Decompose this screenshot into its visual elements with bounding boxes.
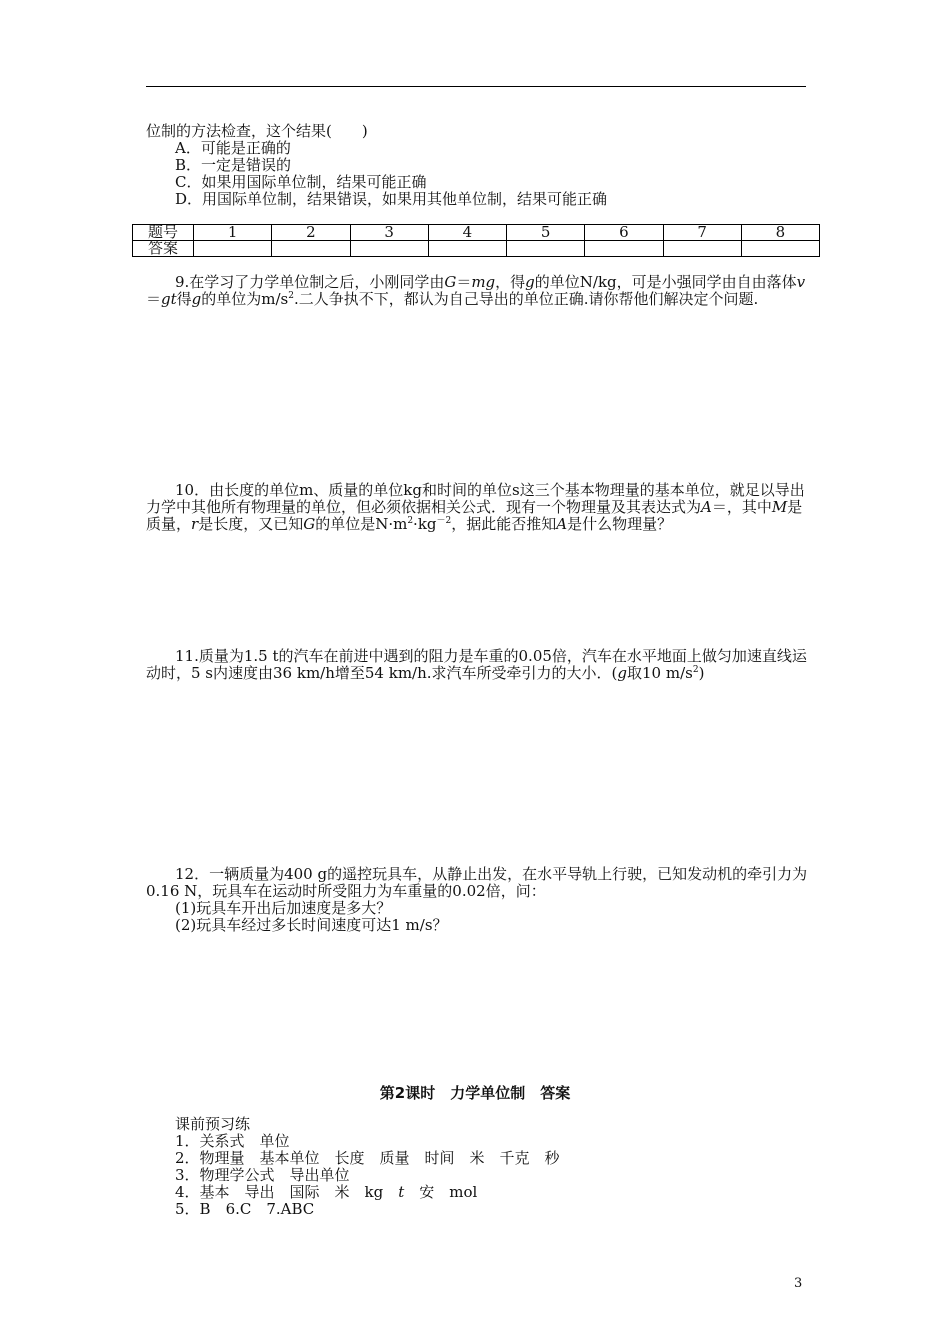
question-9-text: 9.在学习了力学单位制之后，小刚同学由G＝mg，得g的单位N/kg，可是小强同学由自由落体v＝gt得g的单位为$m/s^2$.二人争执不下，都认为自己导出的单位正确.请你帮他们解决定个问题. bbox=[146, 273, 806, 308]
answer-table-number: 8 bbox=[741, 225, 819, 241]
answer-table-header-answer: 答案 bbox=[133, 241, 194, 257]
question-9 bbox=[146, 274, 810, 308]
question-10-text: 10．由长度的单位m、质量的单位kg和时间的单位s这三个基本物理量的基本单位，就足以导出力学中其他所有物理量的单位，但必须依据相关公式．现有一个物理量及其表达式为A＝，其中M是质量，r是长度，又已知G的单位是$N\cdot m^2\cdot kg^{-2}$，据此能否推知A是什么物理量？ bbox=[146, 481, 805, 533]
answer-table-number: 4 bbox=[428, 225, 506, 241]
answer-cell bbox=[272, 241, 350, 257]
answer-2: 2．物理量 基本单位 长度 质量 时间 米 千克 秒 bbox=[175, 1149, 560, 1167]
question-11 bbox=[146, 648, 810, 682]
answer-table-number: 1 bbox=[194, 225, 272, 241]
answer-4: 4．基本 导出 国际 米 kg t 安 mol bbox=[175, 1183, 478, 1201]
answers-section-label: 课前预习练 bbox=[175, 1115, 251, 1133]
answer-cell bbox=[741, 241, 819, 257]
q8-stem-tail: 位制的方法检查，这个结果( ) bbox=[146, 122, 368, 140]
q8-option-a: A．可能是正确的 bbox=[175, 139, 291, 157]
answer-cell bbox=[428, 241, 506, 257]
answer-cell bbox=[507, 241, 585, 257]
q8-option-d: D．用国际单位制，结果错误，如果用其他单位制，结果可能正确 bbox=[175, 190, 608, 208]
answer-3: 3．物理学公式 导出单位 bbox=[175, 1166, 350, 1184]
answer-table-number: 2 bbox=[272, 225, 350, 241]
q8-option-c: C．如果用国际单位制，结果可能正确 bbox=[175, 173, 427, 191]
question-12 bbox=[146, 866, 810, 900]
answers-title: 第2课时 力学单位制 答案 bbox=[379, 1084, 571, 1102]
answer-cell bbox=[350, 241, 428, 257]
answer-table-number: 6 bbox=[585, 225, 663, 241]
header-rule bbox=[146, 86, 806, 87]
answer-1: 1．关系式 单位 bbox=[175, 1132, 290, 1150]
answer-table-number: 5 bbox=[507, 225, 585, 241]
question-11-text: 11.质量为1.5 t的汽车在前进中遇到的阻力是车重的0.05倍，汽车在水平地面上做匀加速直线运动时，5 s内速度由36 km/h增至54 km/h.求汽车所受牵引力的大小．(g取10 $m/s^2$) bbox=[146, 647, 807, 682]
q8-option-b: B．一定是错误的 bbox=[175, 156, 292, 174]
answer-table-header-number: 题号 bbox=[133, 225, 194, 241]
question-12-sub-2: (2)玩具车经过多长时间速度可达1 m/s？ bbox=[175, 916, 448, 934]
question-12-stem: 12．一辆质量为400 g的遥控玩具车，从静止出发，在水平导轨上行驶，已知发动机的牵引力为0.16 N，玩具车在运动时所受阻力为车重量的0.02倍，问： bbox=[146, 865, 808, 900]
answer-cell bbox=[663, 241, 741, 257]
answer-5-7: 5．B 6.C 7.ABC bbox=[175, 1200, 315, 1218]
answer-cell bbox=[585, 241, 663, 257]
answer-table-number: 7 bbox=[663, 225, 741, 241]
answer-table-number: 3 bbox=[350, 225, 428, 241]
answer-table-answer-row bbox=[133, 241, 820, 257]
answer-cell bbox=[194, 241, 272, 257]
answer-table-number-row bbox=[133, 225, 820, 241]
page-number: 3 bbox=[794, 1276, 803, 1291]
question-12-sub-1: (1)玩具车开出后加速度是多大？ bbox=[175, 899, 392, 917]
answer-table bbox=[132, 224, 820, 257]
question-10 bbox=[146, 482, 810, 533]
